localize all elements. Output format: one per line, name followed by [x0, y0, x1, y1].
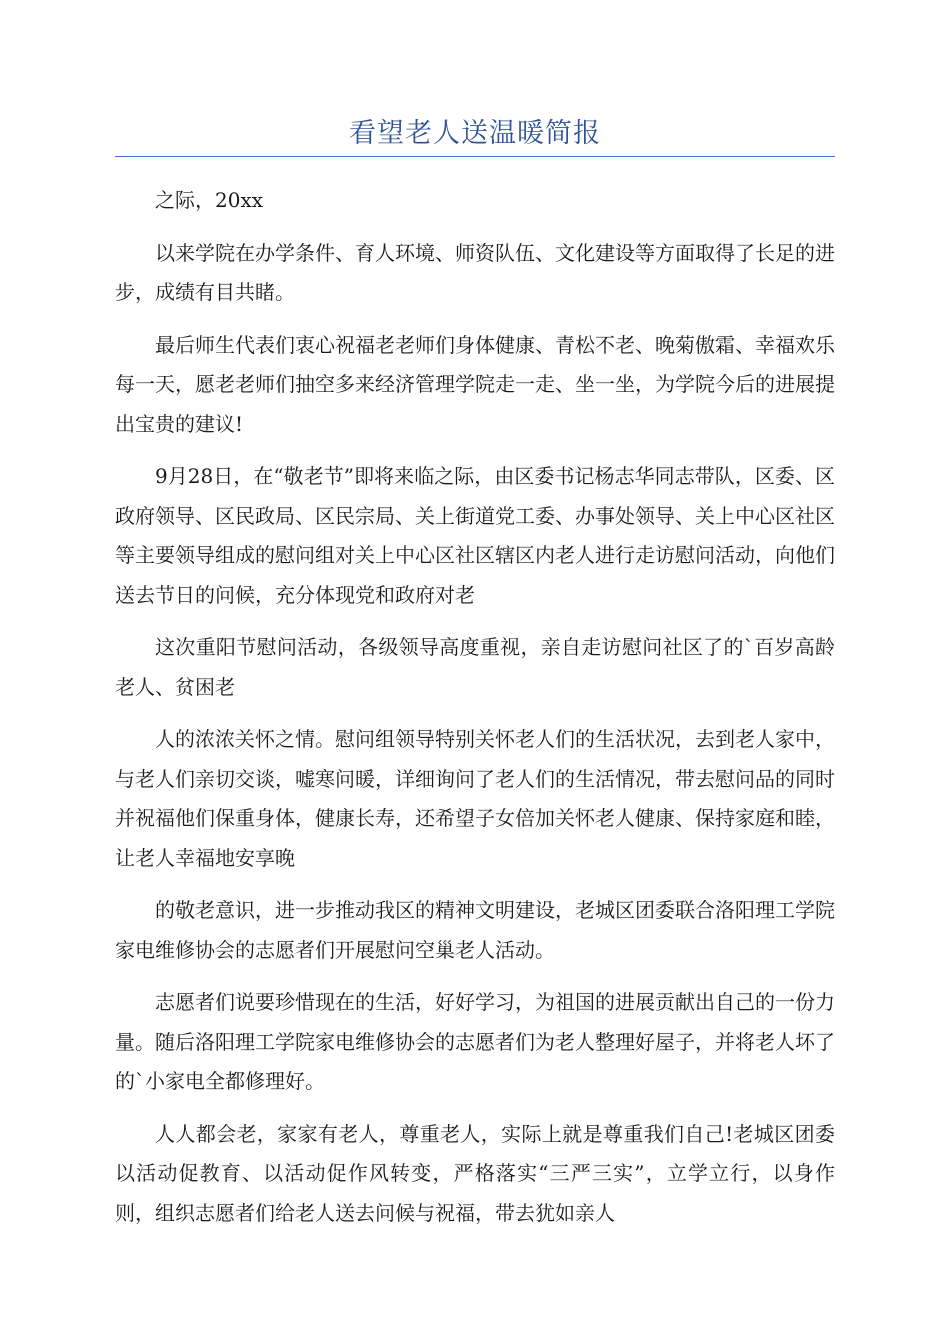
paragraph-9: 人人都会老，家家有老人，尊重老人，实际上就是尊重我们自己!老城区团委以活动促教育、以活动促作风转变，严格落实“三严三实”，立学立行，以身作则，组织志愿者们给老人送去问候与祝福，带去犹如亲人 [115, 1121, 835, 1225]
paragraph-6: 人的浓浓关怀之情。慰问组领导特别关怀老人们的生活状况，去到老人家中，与老人们亲切交谈，嘘寒问暖，详细询问了老人们的生活情况，带去慰问品的同时并祝福他们保重身体，健康长寿，还希望子女倍加关怀老人健康、保持家庭和睦，让老人幸福地安享晚 [115, 727, 835, 870]
paragraph-5: 这次重阳节慰问活动，各级领导高度重视，亲自走访慰问社区了的`百岁高龄老人、贫困老 [115, 635, 835, 699]
document-body [115, 181, 835, 1233]
paragraph-2: 以来学院在办学条件、育人环境、师资队伍、文化建设等方面取得了长足的进步，成绩有目共睹。 [115, 240, 835, 304]
document-page [115, 0, 835, 1246]
paragraph-8: 志愿者们说要珍惜现在的生活，好好学习，为祖国的进展贡献出自己的一份力量。随后洛阳理工学院家电维修协会的志愿者们为老人整理好屋子，并将老人坏了的`小家电全都修理好。 [115, 990, 835, 1093]
page-title: 看望老人送温暖简报 [349, 118, 601, 149]
paragraph-4: 9月28日，在“敬老节”即将来临之际，由区委书记杨志华同志带队，区委、区政府领导、区民政局、区民宗局、关上街道党工委、办事处领导、关上中心区社区等主要领导组成的慰问组对关上中心区社区辖区内老人进行走访慰问活动，向他们送去节日的问候，充分体现党和政府对老 [115, 464, 835, 607]
title-underline [115, 156, 835, 157]
paragraph-3: 最后师生代表们衷心祝福老老师们身体健康、青松不老、晚菊傲霜、幸福欢乐每一天，愿老老师们抽空多来经济管理学院走一走、坐一坐，为学院今后的进展提出宝贵的建议! [115, 332, 835, 436]
paragraph-7: 的敬老意识，进一步推动我区的精神文明建设，老城区团委联合洛阳理工学院家电维修协会的志愿者们开展慰问空巢老人活动。 [115, 898, 835, 962]
paragraph-1: 之际，20xx [155, 188, 264, 212]
